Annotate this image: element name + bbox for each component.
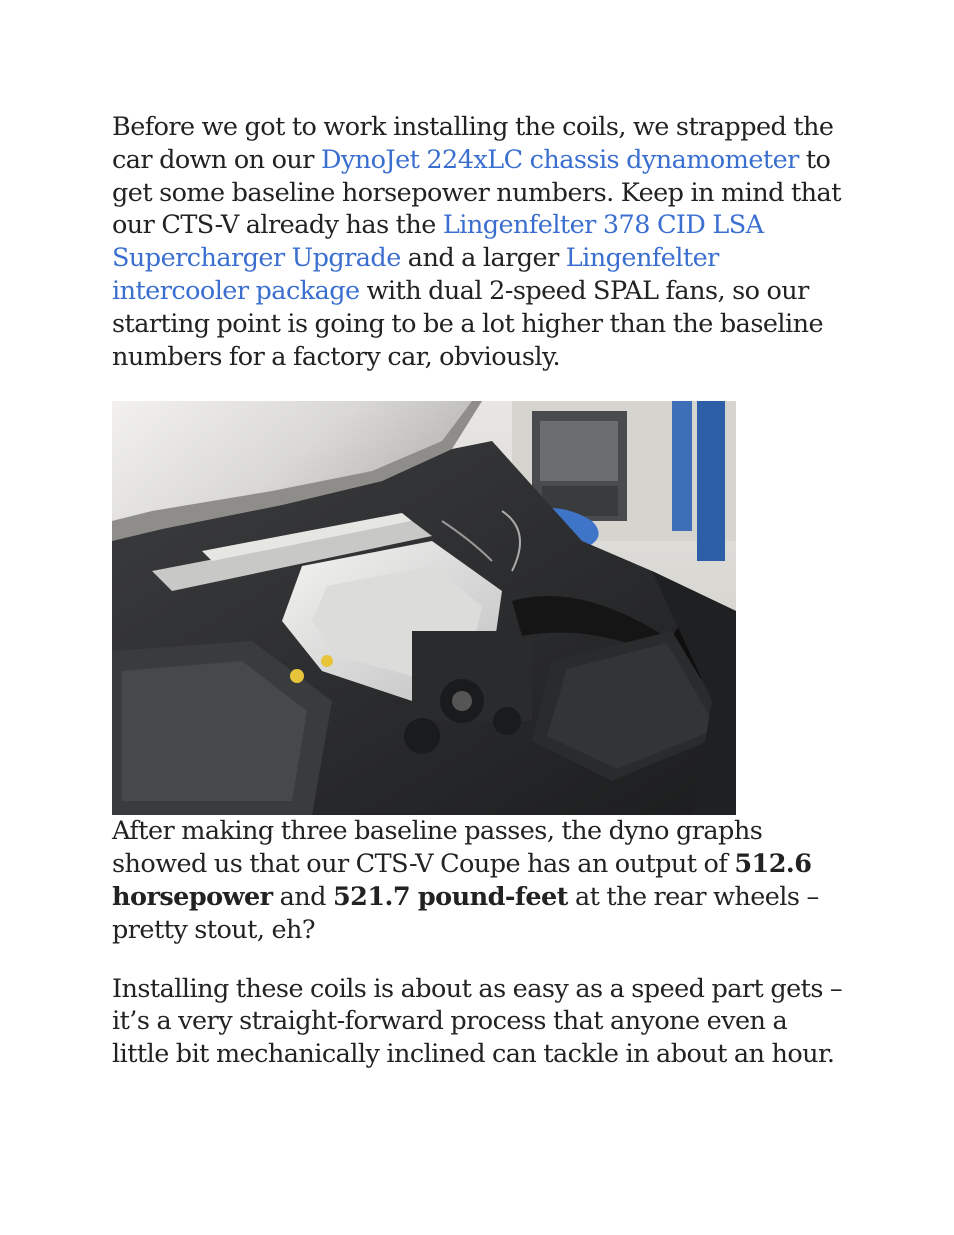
paragraph-installation (112, 973, 848, 1071)
torque-value: 521.7 pound-feet (332, 881, 568, 912)
text-segment: with dual 2-speed SPAL fans, so our starting point is going to be a lot higher than the baseline numbers for a factory car, obviously. (112, 275, 824, 372)
link-dynojet-dynamometer[interactable]: DynoJet 224xLC chassis dynamometer (320, 144, 799, 175)
text-segment: and (272, 881, 333, 912)
paragraph-dyno-results (112, 815, 848, 946)
link-supercharger-upgrade[interactable]: Lingenfelter 378 CID LSA Supercharger Upgrade (112, 210, 764, 274)
text-segment: at the rear wheels – pretty stout, eh? (112, 881, 819, 945)
text-segment: and a larger (400, 243, 566, 274)
text-segment: Before we got to work installing the coils, we strapped the car down on our (112, 112, 834, 175)
paragraph-baseline-intro (112, 111, 848, 373)
engine-bay-photo (112, 401, 736, 815)
text-segment: to get some baseline horsepower numbers. Keep in mind that our CTS-V already has the (112, 144, 841, 241)
text-segment: After making three baseline passes, the dyno graphs showed us that our CTS-V Coupe has an output of (112, 816, 763, 880)
text-segment: Installing these coils is about as easy as a speed part gets – it’s a very straight-forward process that anyone even a little bit mechanically inclined can tackle in about an hour. (112, 973, 843, 1070)
link-intercooler-package[interactable]: Lingenfelter intercooler package (112, 243, 719, 306)
article-body (112, 111, 848, 1071)
horsepower-value: 512.6 horsepower (112, 849, 812, 912)
